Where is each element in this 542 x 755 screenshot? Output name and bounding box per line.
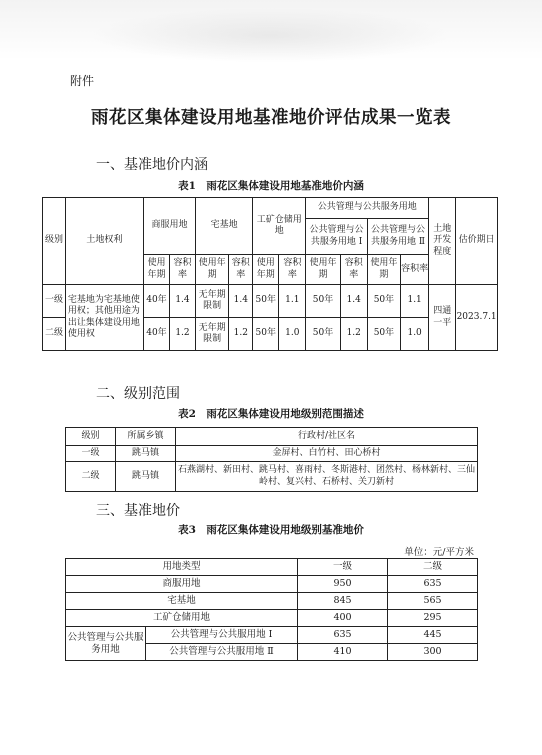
- t3-header: 二级: [388, 559, 478, 576]
- unit-label: 单位：元/平方米: [404, 547, 474, 558]
- table-cell: 400: [298, 610, 388, 627]
- attachment-label: 附件: [70, 74, 95, 88]
- page-title: 雨花区集体建设用地基准地价评估成果一览表: [91, 108, 451, 128]
- t1-header-right: 土地权利: [65, 198, 143, 285]
- table-cell: 一级: [43, 285, 66, 318]
- table2-caption: 表2 雨花区集体建设用地级别范围描述: [178, 408, 364, 420]
- table-cell: 950: [298, 576, 388, 593]
- t1-sub-far: 容积率: [340, 255, 367, 285]
- t1-dev-value: 四通一平: [429, 285, 456, 351]
- t3-header: 用地类型: [66, 559, 298, 576]
- t1-header-homestead: 宅基地: [196, 198, 253, 255]
- table-cell: 635: [298, 627, 388, 644]
- table-cell: 无年期限制: [196, 318, 229, 351]
- faded-stamp: [90, 8, 450, 63]
- table-cell: 1.4: [229, 285, 253, 318]
- t1-sub-far: 容积率: [229, 255, 253, 285]
- t2-header: 所属乡镇: [116, 428, 176, 446]
- t3-group-label: 公共管理与公共服务用地: [66, 627, 146, 661]
- t1-sub-years: 使用年期: [306, 255, 340, 285]
- table-cell: 1.2: [340, 318, 367, 351]
- table-cell: 50年: [253, 285, 279, 318]
- table-cell: 295: [388, 610, 478, 627]
- table-cell: 1.2: [169, 318, 195, 351]
- section-heading-1: 一、基准地价内涵: [96, 157, 208, 173]
- t1-sub-far: 容积率: [169, 255, 195, 285]
- table-cell: 300: [388, 644, 478, 661]
- table-cell: 40年: [143, 318, 169, 351]
- table-cell: 二级: [43, 318, 66, 351]
- table-cell: 565: [388, 593, 478, 610]
- table-cell: 公共管理与公共服用地 Ⅰ: [146, 627, 298, 644]
- table-cell: 1.1: [279, 285, 306, 318]
- t1-header-commercial: 商服用地: [143, 198, 195, 255]
- t1-sub-far: 容积率: [401, 255, 429, 285]
- table2: [65, 427, 478, 492]
- t1-header-public1: 公共管理与公共服务用地 Ⅰ: [306, 219, 367, 255]
- table-cell: 一级: [66, 446, 116, 462]
- table-cell: 1.4: [169, 285, 195, 318]
- t1-header-dev: 土地开发程度: [429, 198, 456, 285]
- table-cell: 445: [388, 627, 478, 644]
- table-cell: 50年: [367, 318, 400, 351]
- table-cell: 845: [298, 593, 388, 610]
- table-cell: 宅基地: [66, 593, 298, 610]
- t1-header-date: 估价期日: [456, 198, 498, 285]
- table1: [42, 197, 498, 351]
- t1-sub-years: 使用年期: [143, 255, 169, 285]
- table-cell: 50年: [306, 285, 340, 318]
- table-cell: 410: [298, 644, 388, 661]
- t1-sub-years: 使用年期: [196, 255, 229, 285]
- table-cell: 40年: [143, 285, 169, 318]
- table-cell: 1.0: [401, 318, 429, 351]
- table-cell: 50年: [306, 318, 340, 351]
- t1-sub-years: 使用年期: [367, 255, 400, 285]
- t1-header-public: 公共管理与公共服务用地: [306, 198, 429, 219]
- table-cell: 1.1: [401, 285, 429, 318]
- table-cell: 1.4: [340, 285, 367, 318]
- table-cell: 无年期限制: [196, 285, 229, 318]
- section-heading-2: 二、级别范围: [96, 386, 180, 402]
- t1-header-industrial: 工矿仓储用地: [253, 198, 306, 255]
- table-cell: 石燕湖村、新田村、跳马村、喜雨村、冬斯港村、团然村、杨林新村、三仙岭村、复兴村、石桥村、关刀新村: [176, 462, 478, 492]
- table-cell: 50年: [253, 318, 279, 351]
- table-cell: 1.0: [279, 318, 306, 351]
- table3: [65, 558, 478, 661]
- table-cell: 跳马镇: [116, 462, 176, 492]
- t1-sub-far: 容积率: [279, 255, 306, 285]
- t3-header: 一级: [298, 559, 388, 576]
- t1-right-text: 宅基地为宅基地使用权；其他用途为出让集体建设用地使用权: [65, 285, 143, 351]
- table-cell: 商服用地: [66, 576, 298, 593]
- table-cell: 跳马镇: [116, 446, 176, 462]
- table-cell: 公共管理与公共服用地 Ⅱ: [146, 644, 298, 661]
- t1-header-level: 级别: [43, 198, 66, 285]
- t1-date-value: 2023.7.1: [456, 285, 498, 351]
- table-cell: 二级: [66, 462, 116, 492]
- table-cell: 金屏村、白竹村、田心桥村: [176, 446, 478, 462]
- t1-sub-years: 使用年期: [253, 255, 279, 285]
- section-heading-3: 三、基准地价: [96, 503, 180, 519]
- table1-caption: 表1 雨花区集体建设用地基准地价内涵: [178, 180, 364, 192]
- table-cell: 635: [388, 576, 478, 593]
- table3-caption: 表3 雨花区集体建设用地级别基准地价: [178, 524, 364, 536]
- table-cell: 1.2: [229, 318, 253, 351]
- table-cell: 50年: [367, 285, 400, 318]
- t2-header: 行政村/社区名: [176, 428, 478, 446]
- t2-header: 级别: [66, 428, 116, 446]
- t1-header-public2: 公共管理与公共服务用地 Ⅱ: [367, 219, 428, 255]
- table-cell: 工矿仓储用地: [66, 610, 298, 627]
